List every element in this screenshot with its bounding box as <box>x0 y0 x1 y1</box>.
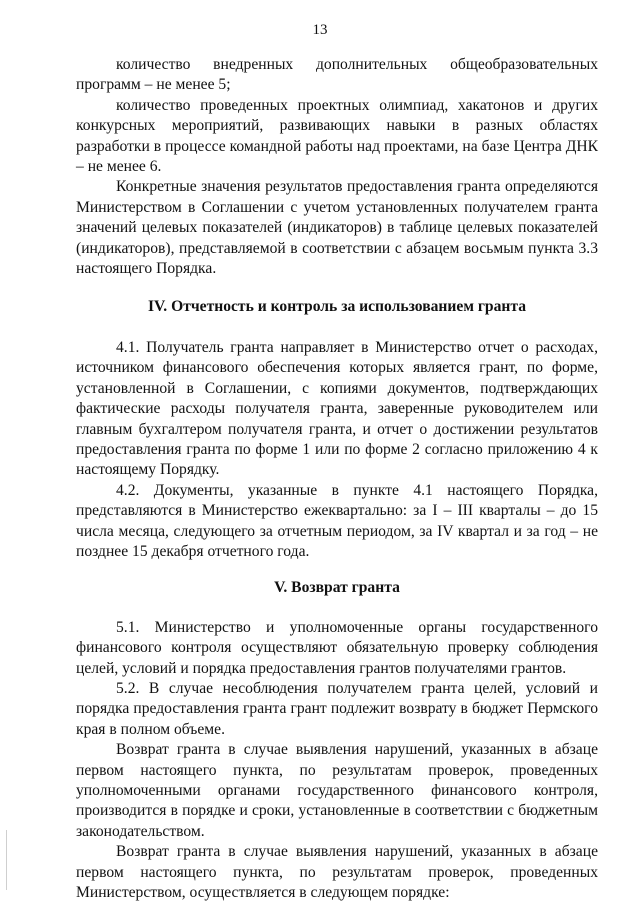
paragraph-result-values: Конкретные значения результатов предоставления гранта определяются Министерством в Соглашении с учетом установленных получателем гранта значений целевых показателей (индикаторов) в таблице целевых показателей (индикаторов), представляемой в соответствии с абзацем восьмым пункта 3.3 настоящего Порядка. <box>76 178 598 278</box>
page-number: 13 <box>312 22 328 38</box>
scan-edge-line <box>6 830 7 890</box>
paragraph-5-1: 5.1. Министерство и уполномоченные органы государственного финансового контроля осуществляют обязательную проверку соблюдения целей, условий и порядка предоставления грантов получателями грантов. <box>76 618 598 677</box>
paragraph-return-ministry: Возврат гранта в случае выявления нарушений, указанных в абзаце первом настоящего пункта, по результатам проверок, проведенных Министерством, осуществляется в следующем порядке: <box>76 843 598 902</box>
paragraph-4-1: 4.1. Получатель гранта направляет в Министерство отчет о расходах, источником финансового обеспечения которых является грант, по форме, установленной в Соглашении, с копиями документов, подтверждающих фактические расходы получателя гранта, заверенные руководителем или главным бухгалтером получателя гранта, и отчет о достижении результатов предоставления гранта по форме 1 или по форме 2 согласно приложению 4 к настоящему Порядку. <box>76 338 598 479</box>
paragraph-return-state-control: Возврат гранта в случае выявления нарушений, указанных в абзаце первом настоящего пункта, по результатам проверок, проведенных уполномоченными органами государственного финансового контроля, производится в порядке и сроки, установленные в соответствии с бюджетным законодательством. <box>76 741 598 840</box>
document-body <box>76 55 598 903</box>
paragraph-4-2: 4.2. Документы, указанные в пункте 4.1 настоящего Порядка, представляются в Министерство ежеквартально: за I – III кварталы – до 15 числа месяца, следующего за отчетным периодом, за IV квартал и за год – не позднее 15 декабря отчетного года. <box>76 481 598 560</box>
paragraph-5-2: 5.2. В случае несоблюдения получателем гранта целей, условий и порядка предоставления гранта грант подлежит возврату в бюджет Пермского края в полном объеме. <box>76 679 598 738</box>
paragraph-programs-count: количество внедренных дополнительных общеобразовательных программ – не менее 5; <box>76 56 598 94</box>
paragraph-olympiads-count: количество проведенных проектных олимпиад, хакатонов и других конкурсных мероприятий, развивающих навыки в разных областях разработки в процессе командной работы над проектами, на базе Центра ДНК – не менее 6. <box>76 96 598 176</box>
section-heading-reporting: IV. Отчетность и контроль за использованием гранта <box>147 298 527 316</box>
section-heading-grant-return: V. Возврат гранта <box>274 579 400 597</box>
